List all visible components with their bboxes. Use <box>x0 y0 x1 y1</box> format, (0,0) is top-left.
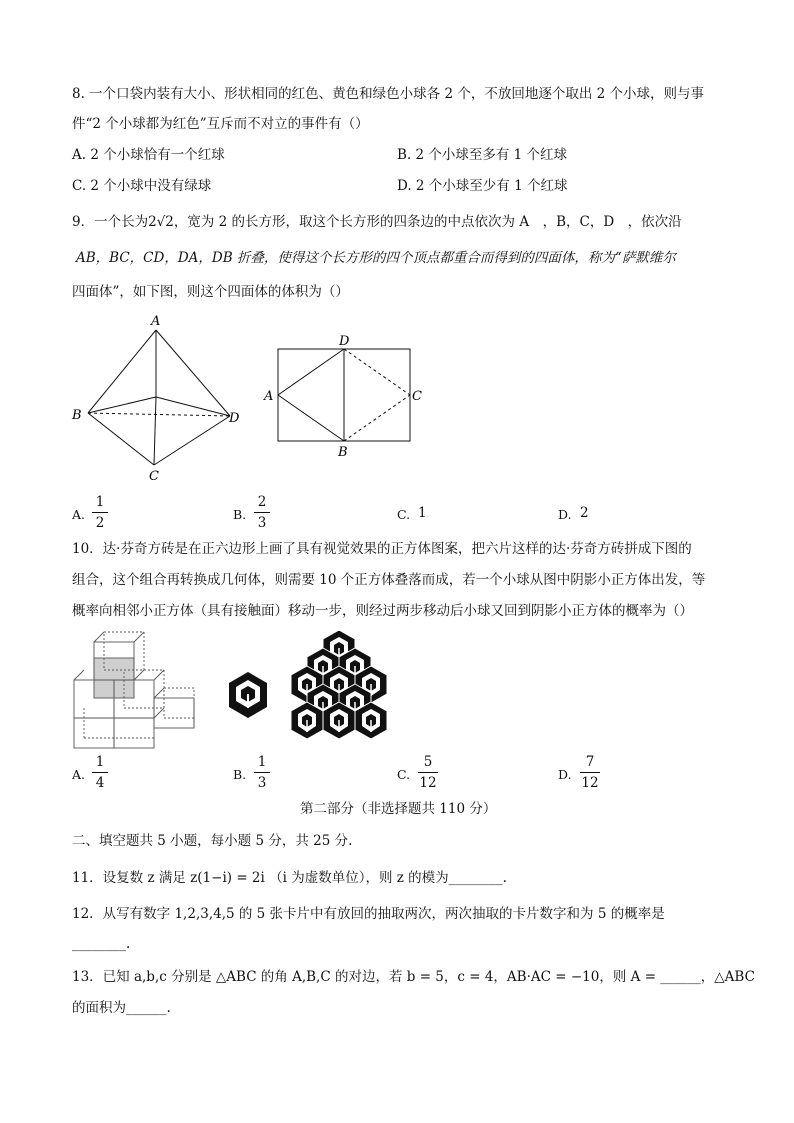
q9-mid: ，宽为 2 的长方形，取这个长方形的四条边的中点依次为 A ，B，C，D ，依次沿 <box>173 214 682 230</box>
q12-line2: ________. <box>72 936 131 952</box>
fig2-label-a: A <box>264 389 274 404</box>
q9-stem-line1 <box>72 212 682 232</box>
q9-option-d-label: D. <box>558 507 572 522</box>
edge-b-mid <box>88 397 156 413</box>
cube-stack-figure <box>70 628 200 753</box>
fig1-label-d: D <box>229 411 240 426</box>
cube-bottom-1 <box>74 718 114 748</box>
fig1-label-a: A <box>151 314 161 329</box>
q10-option-d-label: D. <box>558 767 572 782</box>
q10-option-a-fraction: 1 4 <box>92 753 108 792</box>
fig2-label-b: B <box>338 445 348 460</box>
q8-option-b: B. 2 个小球至多有 1 个红球 <box>397 147 568 163</box>
q9-option-b-fraction: 2 3 <box>254 493 270 532</box>
q12-line1: 12．从写有数字 1,2,3,4,5 的 5 张卡片中有放回的抽取两次，两次抽取的卡片数字和为 5 的概率是 <box>72 906 665 922</box>
q8-stem-line1: 8. 一个口袋内装有大小、形状相同的红色、黄色和绿色小球各 2 个，不放回地逐个取出 2 个小球，则与事 <box>72 86 705 102</box>
rectangle-figure <box>260 330 430 460</box>
q10-option-c-label: C. <box>397 767 411 782</box>
q10-stem-line1: 10．达·芬奇方砖是在正六边形上画了具有视觉效果的正方体图案，把六片这样的达·芬奇方砖拼成下图的 <box>72 541 692 557</box>
q10-option-d-fraction: 7 12 <box>581 754 599 791</box>
part2-title: 第二部分（非选择题共 110 分） <box>300 801 497 817</box>
q9-option-a-label: A. <box>72 507 86 522</box>
q9-option-c-label: C. <box>397 507 411 522</box>
edge-mid-d <box>156 397 230 416</box>
q9-option-a-fraction: 1 2 <box>92 493 108 532</box>
q10-stem-line2: 组合，这个组合再转换成几何体，则需要 10 个正方体叠落而成，若一个小球从图中阴影小正方体出发，等 <box>72 572 706 588</box>
fig2-label-c: C <box>412 389 422 404</box>
q11-text: 11．设复数 z 满足 z(1−i) = 2i （i 为虚数单位），则 z 的模为________. <box>72 870 507 886</box>
cube-bottom-2 <box>114 718 154 748</box>
fig1-label-b: B <box>72 408 82 423</box>
hex-tile-single <box>226 670 270 720</box>
q10-option-b-fraction: 1 3 <box>254 753 270 792</box>
edge-c-mid <box>154 397 156 465</box>
q10-stem-line3: 概率向相邻小正方体（具有接触面）移动一步，则经过两步移动后小球又回到阴影小正方体的概率为（） <box>72 603 693 619</box>
q9-option-c-value: 1 <box>418 505 427 521</box>
q8-stem-line2: 件“2 个小球都为红色”互斥而不对立的事件有（） <box>72 116 369 132</box>
hex-tile-pyramid <box>284 630 394 750</box>
q13-line2: 的面积为______. <box>72 1000 171 1016</box>
edge-ab <box>88 330 156 413</box>
line-ad <box>278 349 344 395</box>
q8-option-a: A. 2 个小球恰有一个红球 <box>72 147 225 163</box>
section2-heading: 二、填空题共 5 小题，每小题 5 分，共 25 分. <box>72 833 353 849</box>
q10-option-a-label: A. <box>72 767 86 782</box>
tetrahedron-figure <box>68 310 258 490</box>
edge-bc <box>88 413 154 465</box>
q10-option-c-fraction: 5 12 <box>419 754 437 791</box>
edge-cd <box>154 416 230 465</box>
q9-prefix: 9．一个长为 <box>72 214 149 230</box>
fig1-label-c: C <box>149 469 159 484</box>
q9-option-b-label: B. <box>233 507 247 522</box>
q9-stem-line3: 四面体”，如下图，则这个四面体的体积为（） <box>72 284 349 300</box>
q9-length: 2√2 <box>148 214 174 230</box>
q10-option-b-label: B. <box>233 767 247 782</box>
q8-option-d: D. 2 个小球至少有 1 个红球 <box>397 178 568 194</box>
q9-option-d-value: 2 <box>580 505 589 521</box>
q9-stem-line2: AB，BC，CD，DA，DB 折叠，使得这个长方形的四个顶点都重合而得到的四面体，称为“萨默维尔 <box>76 250 676 266</box>
cube-bottom-3 <box>154 698 194 728</box>
edge-bd-hidden <box>88 413 230 416</box>
q8-option-c: C. 2 个小球中没有绿球 <box>72 178 212 194</box>
edge-ad <box>156 330 230 416</box>
fig2-label-d: D <box>339 334 350 349</box>
q13-line1: 13．已知 a,b,c 分别是 △ABC 的角 A,B,C 的对边，若 b = 5，c = 4，AB·AC = −10，则 A = ______，△ABC <box>72 969 755 985</box>
line-bc <box>344 395 410 441</box>
line-dc <box>344 349 410 395</box>
line-ab <box>278 395 344 441</box>
